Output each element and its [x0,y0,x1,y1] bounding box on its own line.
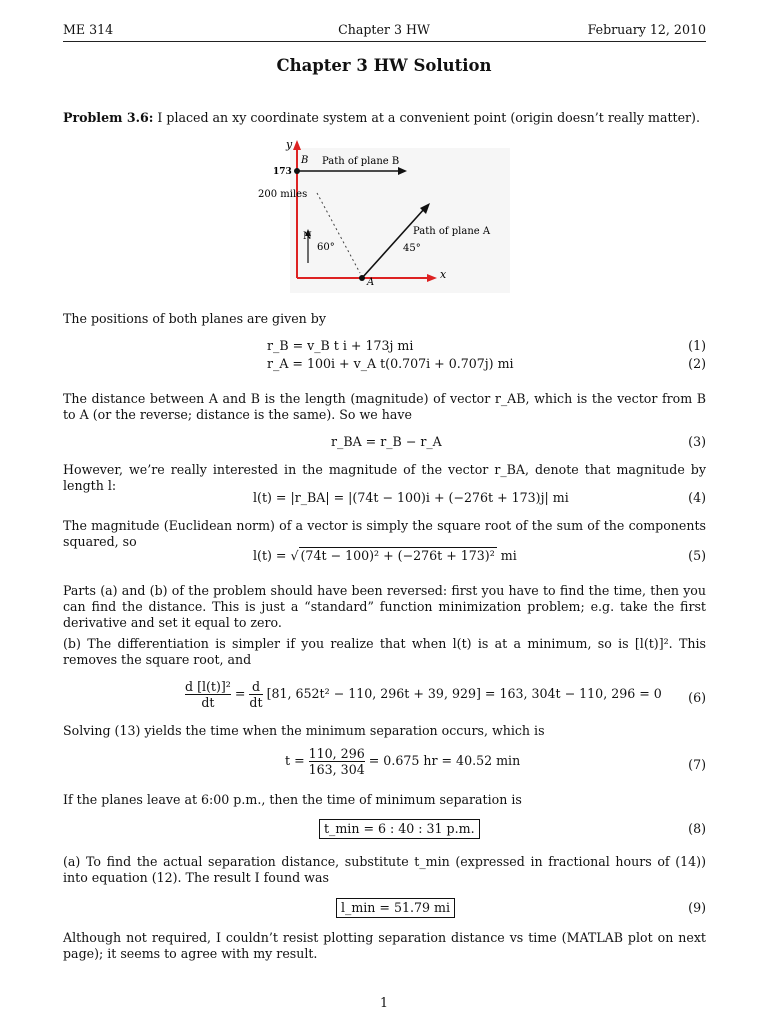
text-p9: (a) To find the actual separation distance, substitute t_min (expressed in fractional hours of (14)) into equation (12). The result I found was [63,854,706,885]
page-number: 1 [379,995,388,1010]
equation-4 [63,490,706,506]
equation-6-number: (6) [688,690,706,705]
text-p10: Although not required, I couldn’t resist plotting separation distance vs time (MATLAB plot on next page); it seems to agree with my result. [63,930,706,961]
header-date: February 12, 2010 [587,22,706,37]
point-a-label: A [367,277,375,288]
text-p4: The magnitude (Euclidean norm) of a vector is simply the square root of the sum of the components squared, so [63,518,706,549]
path-b-label: Path of plane B [322,156,400,167]
equation-6-fraction [185,679,231,710]
point-a [359,275,365,281]
figure-svg [255,138,515,298]
text-p5: Parts (a) and (b) of the problem should have been reversed: first you have to find the time, then you can find the distance. This is just a “standard” function minimization problem; e.g. take the first derivative and set it equal to zero. [63,583,706,630]
equation-5-body: l(t) = √ (74t − 100)² + (−276t + 173)² mi [253,548,517,563]
problem-label: Problem 3.6: [63,110,154,125]
angle-60-label: 60° [317,242,335,253]
equation-6-operator [249,679,262,710]
equation-7-fraction [309,746,365,777]
equation-1 [63,338,706,354]
equation-3-body: r_BA = r_B − r_A [331,434,442,449]
text-p8: If the planes leave at 6:00 p.m., then the time of minimum separation is [63,792,522,807]
equation-7-rhs: = 0.675 hr = 40.52 min [368,753,521,768]
path-a-label: Path of plane A [413,226,491,237]
equation-6-operator-top: d [249,679,262,695]
text-p1: The positions of both planes are given by [63,311,326,326]
equation-6 [63,679,706,717]
north-label: N [303,231,312,242]
equation-3-number: (3) [688,434,706,449]
equation-7-numerator: 110, 296 [308,746,365,761]
header-chapter: Chapter 3 HW [338,22,430,37]
equation-9-number: (9) [688,900,706,915]
equation-2 [63,356,706,372]
header-rule [63,41,706,42]
equation-6-denominator: dt [201,695,215,710]
point-b-label: B [301,155,309,166]
y-axis-label: y [286,138,293,151]
equation-5-number: (5) [688,548,706,563]
equation-7-denominator: 163, 304 [308,762,365,777]
text-p3: However, we’re really interested in the magnitude of the vector r_BA, denote that magnitude by length l: [63,462,706,493]
problem-intro [63,110,706,126]
equation-2-number: (2) [688,356,706,371]
equation-6-rhs: [81, 652t² − 110, 296t + 39, 929] = 163, 304t − 110, 296 = 0 [266,686,662,701]
y-axis-arrowhead [293,140,301,150]
header-course: ME 314 [63,22,114,37]
page-title: Chapter 3 HW Solution [276,56,492,75]
equation-6-body: $\frac{\text{d [l(t)]²}}{dt}$ = $\frac{d}{dt}$ [81, 652t² − 110, 296t + 39, 929] = 163, 304t − 110, 296 = 0 [185,679,662,710]
equation-8-boxed-result: t_min = 6 : 40 : 31 p.m. [319,819,480,839]
equation-1-number: (1) [688,338,706,353]
equation-5-unit: mi [500,548,517,563]
equation-9 [63,898,706,918]
equation-5-lhs: l(t) = [253,548,287,563]
equation-7-body [285,746,520,777]
figure [255,138,515,298]
problem-text: I placed an xy coordinate system at a convenient point (origin doesn’t really matter). [157,110,700,125]
point-b [294,168,300,174]
tick-173: 173 [273,167,292,177]
equation-7 [63,746,706,784]
text-p6: (b) The differentiation is simpler if you realize that when l(t) is at a minimum, so is [l(t)]². This removes the square root, and [63,636,706,667]
distance-label: 200 miles [258,189,308,200]
equation-4-body: l(t) = |r_BA| = |(74t − 100)i + (−276t + 173)j| mi [253,490,569,505]
equation-5-radicand: (74t − 100)² + (−276t + 173)² [300,548,495,563]
text-p7: Solving (13) yields the time when the minimum separation occurs, which is [63,723,545,738]
equation-5 [63,548,706,566]
equation-9-boxed-result: l_min = 51.79 mi [336,898,455,918]
equation-4-number: (4) [688,490,706,505]
equation-8-number: (8) [688,821,706,836]
equation-8 [63,819,706,839]
x-axis-label: x [440,268,447,281]
equation-6-numerator: d [l(t)]² [185,679,231,694]
equation-6-operator-bottom: dt [249,695,263,710]
equation-1-body: r_B = v_B t i + 173j mi [267,338,414,353]
equation-2-body: r_A = 100i + v_A t(0.707i + 0.707j) mi [267,356,514,371]
angle-45-label: 45° [403,243,421,254]
equation-3 [63,434,706,450]
equation-7-lhs: t = [285,753,305,768]
equation-7-number: (7) [688,757,706,772]
text-p2: The distance between A and B is the length (magnitude) of vector r_AB, which is the vector from B to A (or the reverse; distance is the same). So we have [63,391,706,422]
